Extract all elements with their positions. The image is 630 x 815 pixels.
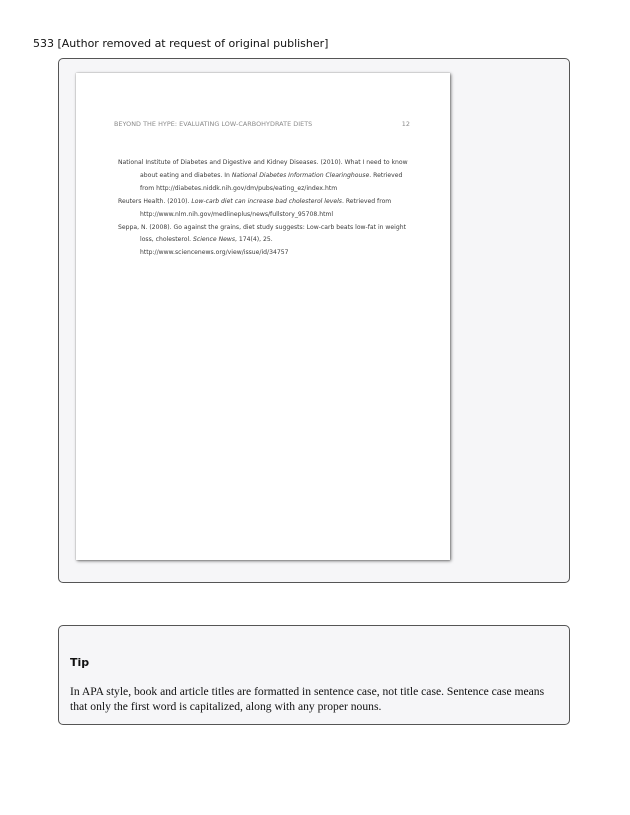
reference-entry: National Institute of Diabetes and Digestive and Kidney Diseases. (2010). What I need to know about eating and diabetes. In National Diabetes Information Clearinghouse. Retrieved from http://diabetes.niddk.nih.gov/dm/pubs/eating_ez/index.htm xyxy=(118,159,408,192)
sample-paper-page xyxy=(76,73,450,560)
figure-box xyxy=(58,58,570,583)
reference-entry: Reuters Health. (2010). Low-carb diet can increase bad cholesterol levels. Retrieved from http://www.nlm.nih.gov/medlineplus/news/fullstory_95708.html xyxy=(118,197,392,218)
paper-running-header xyxy=(114,120,410,128)
tip-body: In APA style, book and article titles are formatted in sentence case, not title case. Sentence case means that only the first word is capitalized, along with any proper nouns. xyxy=(70,685,545,713)
reference-entry: Seppa, N. (2008). Go against the grains, diet study suggests: Low-carb beats low-fat in weight loss, cholesterol. Science News, 174(4), 25. http://www.sciencenews.org/view/issue/id/34757 xyxy=(118,223,406,257)
reference-list xyxy=(118,157,418,260)
tip-box xyxy=(58,625,570,725)
tip-title: Tip xyxy=(70,656,90,669)
paper-page-number: 12 xyxy=(401,120,410,128)
running-head: 533 [Author removed at request of original publisher] xyxy=(33,37,329,50)
paper-header-title: BEYOND THE HYPE: EVALUATING LOW-CARBOHYDRATE DIETS xyxy=(114,120,313,128)
